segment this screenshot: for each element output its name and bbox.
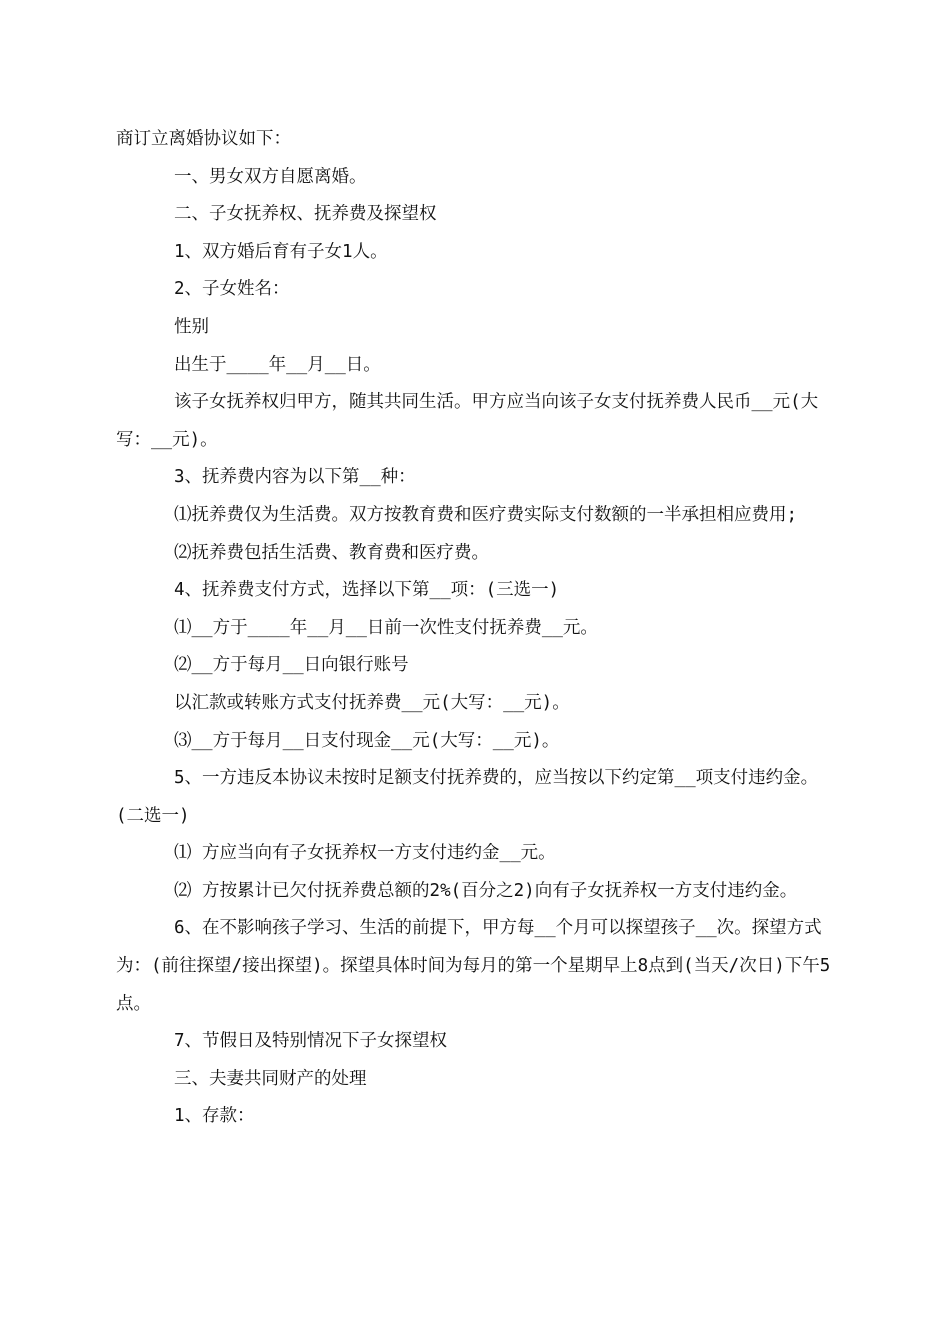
paragraph-intro: 商订立离婚协议如下： xyxy=(116,129,291,149)
paragraph-option-1: ⑴抚养费仅为生活费。双方按教育费和医疗费实际支付数额的一半承担相应费用; xyxy=(174,504,798,525)
paragraph-deposit: 1、存款： xyxy=(174,1106,255,1127)
paragraph-payment-2: ⑵__方于每月__日向银行账号 xyxy=(174,655,409,676)
paragraph-section-2: 二、子女抚养权、抚养费及探望权 xyxy=(174,204,437,225)
paragraph-item-3: 3、抚养费内容为以下第__种： xyxy=(174,467,416,488)
paragraph-section-3: 三、夫妻共同财产的处理 xyxy=(174,1068,367,1089)
paragraph-option-2: ⑵抚养费包括生活费、教育费和医疗费。 xyxy=(174,542,489,563)
paragraph-section-1: 一、男女双方自愿离婚。 xyxy=(174,166,367,187)
paragraph-item-2: 2、子女姓名： xyxy=(174,279,290,300)
paragraph-payment-2-detail: 以汇款或转账方式支付抚养费__元(大写：__元)。 xyxy=(174,692,570,713)
document-body xyxy=(116,121,838,1136)
paragraph-item-7: 7、节假日及特别情况下子女探望权 xyxy=(174,1031,448,1052)
paragraph-item-4: 4、抚养费支付方式，选择以下第__项：(三选一) xyxy=(174,580,560,601)
paragraph-item-5: 5、一方违反本协议未按时足额支付抚养费的，应当按以下约定第__项支付违约金。(二选一) xyxy=(116,768,819,826)
paragraph-custody: 该子女抚养权归甲方，随其共同生活。甲方应当向该子女支付抚养费人民币__元(大写：__元)。 xyxy=(116,392,819,450)
paragraph-item-1: 1、双方婚后育有子女1人。 xyxy=(174,241,388,262)
paragraph-gender: 性别 xyxy=(174,316,209,337)
paragraph-payment-1: ⑴__方于____年__月__日前一次性支付抚养费__元。 xyxy=(174,617,598,638)
paragraph-payment-3: ⑶__方于每月__日支付现金__元(大写：__元)。 xyxy=(174,730,560,751)
paragraph-birth-date: 出生于____年__月__日。 xyxy=(174,354,381,375)
paragraph-penalty-2: ⑵ 方按累计已欠付抚养费总额的2%(百分之2)向有子女抚养权一方支付违约金。 xyxy=(174,880,798,901)
paragraph-penalty-1: ⑴ 方应当向有子女抚养权一方支付违约金__元。 xyxy=(174,843,556,864)
paragraph-item-6: 6、在不影响孩子学习、生活的前提下，甲方每__个月可以探望孩子__次。探望方式为：(前往探望/接出探望)。探望具体时间为每月的第一个星期早上8点到(当天/次日)下午5点。 xyxy=(116,918,831,1014)
